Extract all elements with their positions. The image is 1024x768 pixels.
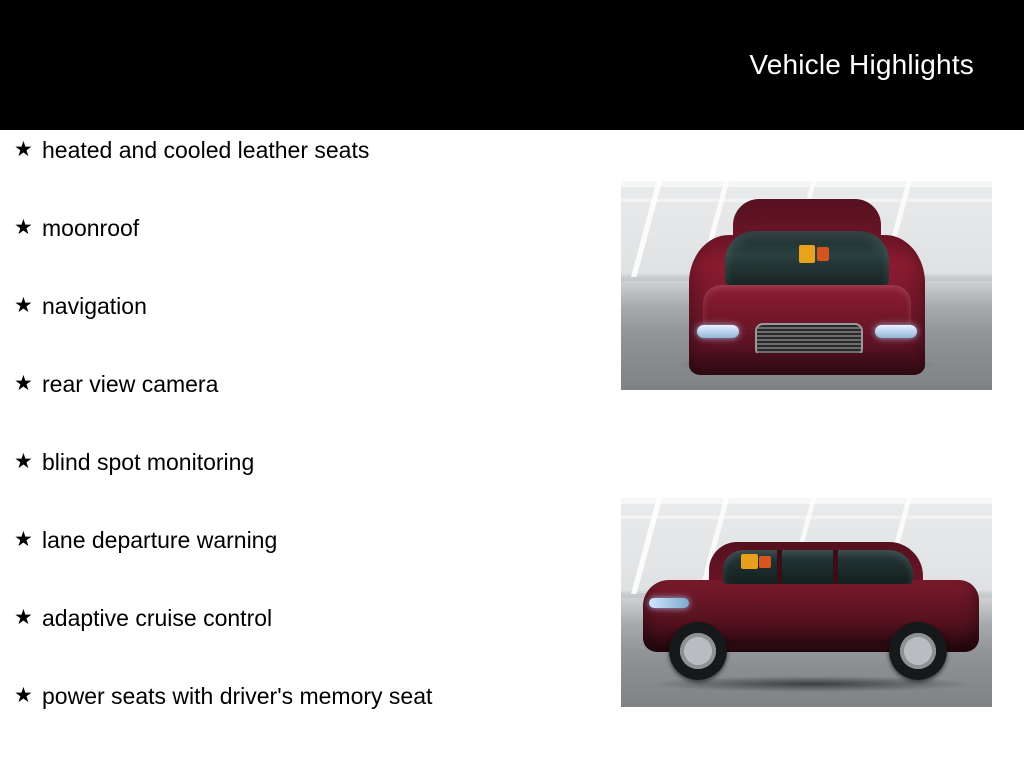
- front-grille: [755, 323, 863, 357]
- star-icon: ★: [14, 606, 33, 629]
- feature-label: power seats with driver's memory seat: [42, 683, 433, 709]
- rear-wheel: [889, 622, 947, 680]
- feature-label: adaptive cruise control: [42, 605, 273, 631]
- suv-front-illustration: [681, 197, 933, 377]
- vehicle-side-photo: [621, 498, 992, 707]
- star-icon: ★: [14, 372, 33, 395]
- window-sticker-icon: [799, 245, 815, 263]
- list-item: [0, 520, 620, 598]
- feature-label: moonroof: [42, 215, 140, 241]
- window-sticker-icon: [741, 554, 758, 569]
- feature-label: navigation: [42, 293, 147, 319]
- star-icon: ★: [14, 450, 33, 473]
- star-icon: ★: [14, 138, 33, 161]
- feature-label: lane departure warning: [42, 527, 278, 553]
- headlight-icon: [649, 598, 689, 608]
- feature-label: rear view camera: [42, 371, 219, 397]
- list-item: [0, 598, 620, 676]
- front-bumper: [695, 353, 919, 373]
- window-sticker-secondary-icon: [759, 556, 771, 568]
- feature-label: heated and cooled leather seats: [42, 137, 370, 163]
- list-item: [0, 286, 620, 364]
- headlight-left-icon: [697, 325, 739, 338]
- star-icon: ★: [14, 684, 33, 707]
- suv-side-illustration: [637, 524, 985, 694]
- window-sticker-secondary-icon: [817, 247, 829, 261]
- list-item: [0, 130, 620, 208]
- list-item: [0, 442, 620, 520]
- vehicle-front-photo: [621, 181, 992, 390]
- page-title: Vehicle Highlights: [749, 49, 974, 80]
- front-wheel: [669, 622, 727, 680]
- b-pillar: [777, 550, 782, 584]
- c-pillar: [833, 550, 838, 584]
- list-item: [0, 364, 620, 442]
- star-icon: ★: [14, 216, 33, 239]
- star-icon: ★: [14, 528, 33, 551]
- feature-label: blind spot monitoring: [42, 449, 255, 475]
- star-icon: ★: [14, 294, 33, 317]
- vehicle-highlights-list: [0, 130, 620, 754]
- header-bar: [0, 0, 1024, 130]
- list-item: [0, 208, 620, 286]
- headlight-right-icon: [875, 325, 917, 338]
- list-item: [0, 676, 620, 754]
